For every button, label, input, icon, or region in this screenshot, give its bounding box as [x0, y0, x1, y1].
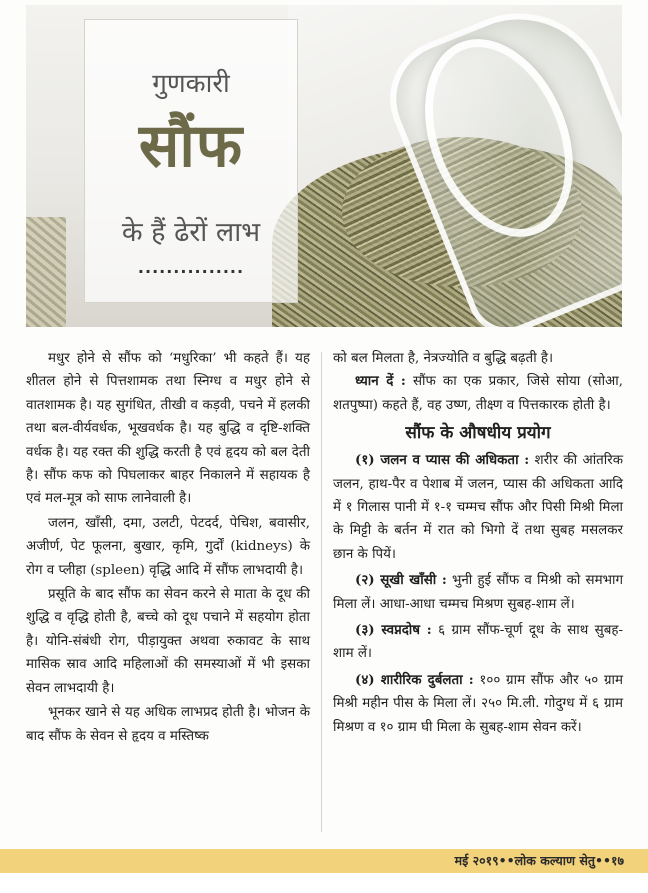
bottom-margin	[0, 873, 648, 893]
paragraph-women-health: प्रसूति के बाद सौंफ का सेवन करने से माता के दूध की शुद्धि व वृद्धि होती है, बच्चे को दूध पचाने में सहयोग होता है। योनि-संबंधी रोग, पीड़ायुक्त अथवा रुकावट के साथ मासिक स्राव आदि महिलाओं की समस्याओं में भी इसका सेवन लाभदायी है।	[26, 587, 310, 696]
remedy-text: ६ ग्राम सौंफ-चूर्ण दूध के साथ सुबह-शाम लें।	[333, 623, 623, 662]
remedy-text: भुनी हुई सौंफ व मिश्री को समभाग मिला लें। आधा-आधा चम्मच मिश्रण सुबह-शाम लें।	[333, 573, 623, 612]
remedy-label: (४) शारीरिक दुर्बलता :	[355, 671, 474, 688]
remedy-label: (३) स्वप्नदोष :	[355, 622, 432, 639]
remedy-item	[333, 669, 623, 739]
note-label: ध्यान दें :	[355, 373, 406, 390]
paragraph-roasted: भूनकर खाने से यह अधिक लाभप्रद होती है। भोजन के बाद सौंफ के सेवन से हृदय व मस्तिष्क	[26, 705, 310, 744]
section-title: सौंफ के औषधीय प्रयोग	[405, 423, 551, 444]
fennel-seeds-left-image	[26, 217, 66, 327]
note-text: सौंफ का एक प्रकार, जिसे सोया (सोआ, शतपुष्पा) कहते हैं, वह उष्ण, तीक्ष्ण व पित्तकारक होती है।	[333, 374, 623, 413]
hero-banner	[26, 5, 622, 327]
footer-page-info: मई २०१९••लोक कल्याण सेतु••१७	[454, 853, 624, 868]
remedy-item	[333, 569, 623, 616]
remedy-item	[333, 619, 623, 666]
remedy-label: (२) सूखी खाँसी :	[355, 572, 447, 589]
title-dots-divider: ...............	[137, 258, 245, 277]
left-column	[26, 347, 310, 748]
title-top: गुणकारी	[152, 69, 230, 99]
title-main: सौंफ	[138, 111, 244, 181]
paragraph-intro: मधुर होने से सौंफ को ‘मधुरिका’ भी कहते हैं। यह शीतल होने से पित्तशामक तथा स्निग्ध व मधुर होने से वातशामक है। यह सुगंधित, तीखी व कड़वी, पचने में हलकी तथा बल-वीर्यवर्धक, भूखवर्धक है। यह बुद्धि व दृष्टि-शक्ति वर्धक है। यह रक्त की शुद्धि करती है एवं हृदय को बल देती है। सौंफ कफ को पिघलाकर बाहर निकालने में सहायक है एवं मल-मूत्र को साफ लानेवाली है।	[26, 351, 310, 507]
footer-band	[0, 849, 648, 873]
paragraph-continuation: को बल मिलता है, नेत्रज्योति व बुद्धि बढ़ती है।	[333, 351, 554, 366]
remedy-text: १०० ग्राम सौंफ और ५० ग्राम मिश्री महीन पीस के मिला लें। २५० मि.ली. गोदुग्ध में ६ ग्राम मिश्रण व १० ग्राम घी मिला के सुबह-शाम सेवन करें।	[333, 672, 623, 735]
column-divider	[321, 352, 322, 832]
remedy-label: (१) जलन व प्यास की अधिकता :	[355, 452, 530, 469]
title-card	[84, 19, 298, 303]
right-column	[333, 347, 623, 739]
remedy-item	[333, 449, 623, 566]
paragraph-diseases: जलन, खाँसी, दमा, उलटी, पेटदर्द, पेचिश, बवासीर, अजीर्ण, पेट फूलना, बुखार, कृमि, गुर्दों (kidneys) के रोग व प्लीहा (spleen) वृद्धि आदि में सौंफ लाभदायी है।	[26, 515, 310, 578]
remedy-text: शरीर की आंतरिक जलन, हाथ-पैर व पेशाब में जलन, प्यास की अधिकता आदि में १ गिलास पानी में १-१ चम्मच सौंफ और पिसी मिश्री मिला के मिट्टी के बर्तन में रात को भिगो दें तथा सुबह मसलकर छान के पियें।	[333, 453, 623, 562]
note-paragraph	[333, 370, 623, 417]
title-subtitle: के हैं ढेरों लाभ	[121, 217, 261, 248]
